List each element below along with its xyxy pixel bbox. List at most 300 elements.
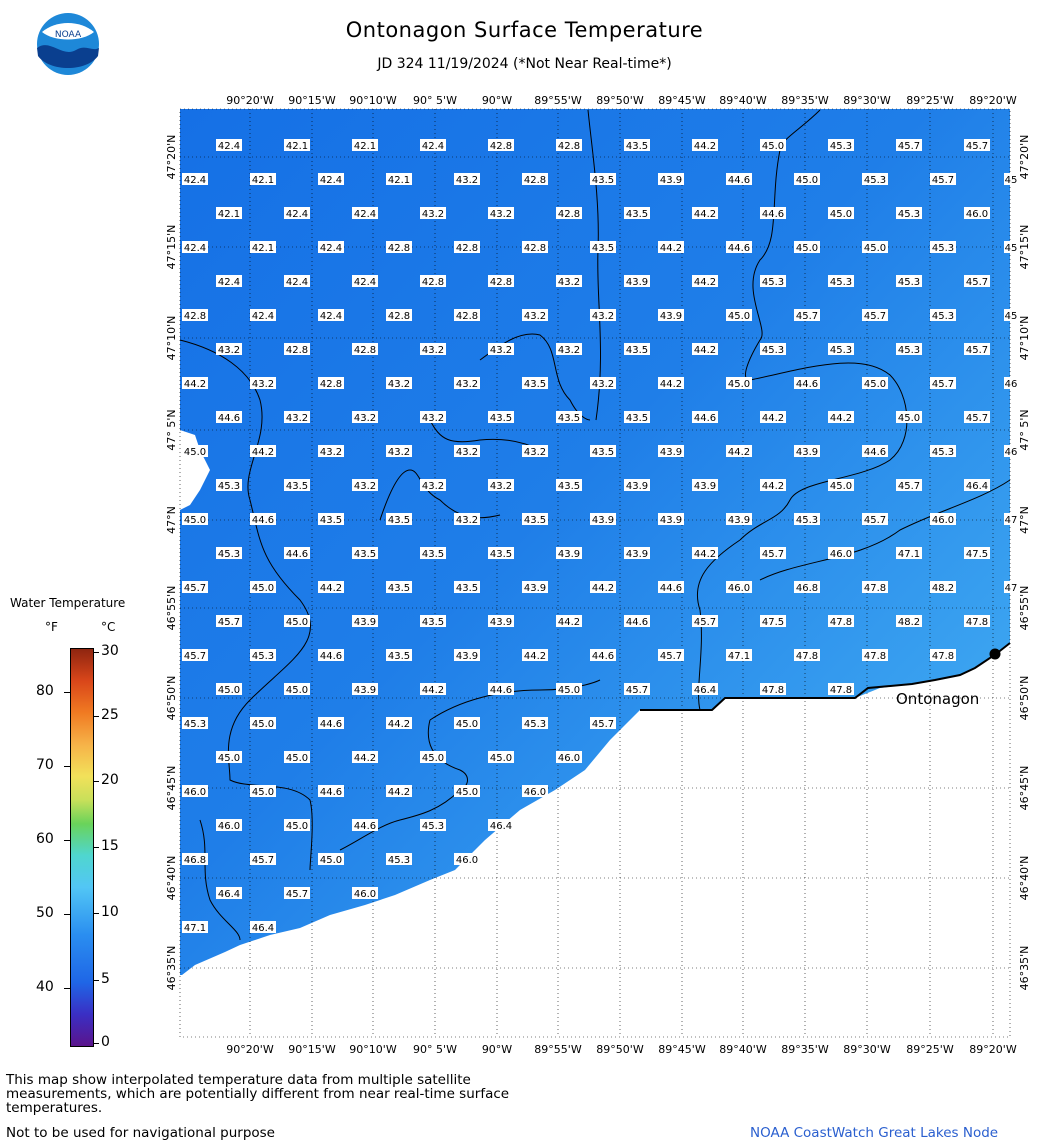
longitude-label-top: 89°30'W	[843, 94, 891, 107]
latitude-label-right: 46°45'N	[1018, 765, 1031, 811]
temperature-value: 42.1	[353, 141, 377, 152]
temperature-value: 45.3	[897, 209, 921, 220]
temperature-value: 47	[1004, 583, 1018, 594]
temperature-value: 44.2	[591, 583, 615, 594]
temperature-value: 43.2	[421, 481, 445, 492]
latitude-label-left: 47° 5'N	[165, 409, 178, 451]
temperature-value: 44.2	[387, 719, 411, 730]
longitude-label-bottom: 90°10'W	[349, 1043, 397, 1056]
temperature-value: 43.5	[353, 549, 377, 560]
longitude-label-top: 89°50'W	[596, 94, 644, 107]
temperature-value: 45.3	[931, 311, 955, 322]
temperature-value: 44.2	[319, 583, 343, 594]
temperature-value: 45.7	[285, 889, 309, 900]
latitude-label-left: 46°55'N	[165, 585, 178, 631]
temperature-value: 45.0	[285, 685, 309, 696]
temperature-value: 45.3	[387, 855, 411, 866]
temperature-value: 43.2	[421, 345, 445, 356]
legend-celsius-tick: 10	[101, 904, 119, 920]
temperature-value: 45.0	[251, 787, 275, 798]
longitude-label-bottom: 89°55'W	[534, 1043, 582, 1056]
temperature-value: 45.0	[285, 753, 309, 764]
temperature-value: 46.0	[931, 515, 955, 526]
temperature-value: 44.6	[217, 413, 241, 424]
latitude-label-left: 46°40'N	[165, 855, 178, 901]
temperature-value: 44.2	[523, 651, 547, 662]
temperature-value: 45.7	[965, 141, 989, 152]
temperature-value: 45.3	[829, 345, 853, 356]
temperature-value: 44.6	[251, 515, 275, 526]
longitude-label-bottom: 89°35'W	[781, 1043, 829, 1056]
temperature-value: 45.0	[319, 855, 343, 866]
temperature-value: 44.2	[353, 753, 377, 764]
temperature-value: 46.0	[523, 787, 547, 798]
temperature-value: 45.3	[897, 345, 921, 356]
temperature-value: 42.4	[319, 243, 343, 254]
temperature-value: 45.3	[761, 277, 785, 288]
legend-tick-mark	[64, 914, 70, 915]
temperature-value: 46.8	[183, 855, 207, 866]
temperature-value: 43.9	[625, 549, 649, 560]
temperature-value: 42.8	[421, 277, 445, 288]
temperature-value: 45.0	[795, 243, 819, 254]
temperature-value: 43.9	[727, 515, 751, 526]
temperature-value: 45.3	[183, 719, 207, 730]
latitude-label-right: 47°N	[1018, 506, 1031, 534]
temperature-value: 44.6	[591, 651, 615, 662]
temperature-value: 45.7	[659, 651, 683, 662]
temperature-value: 42.8	[319, 379, 343, 390]
temperature-value: 45.7	[863, 515, 887, 526]
temperature-value: 44.2	[659, 243, 683, 254]
temperature-value: 43.9	[353, 617, 377, 628]
longitude-label-top: 89°25'W	[906, 94, 954, 107]
temperature-value: 42.4	[217, 277, 241, 288]
temperature-value: 43.5	[523, 515, 547, 526]
longitude-label-bottom: 90°20'W	[226, 1043, 274, 1056]
temperature-value: 42.1	[251, 175, 275, 186]
latitude-label-left: 46°35'N	[165, 945, 178, 991]
temperature-value: 44.2	[761, 413, 785, 424]
temperature-value: 42.4	[217, 141, 241, 152]
temperature-value: 45.7	[183, 583, 207, 594]
temperature-value: 44.6	[727, 243, 751, 254]
temperature-value: 43.5	[489, 413, 513, 424]
temperature-value: 43.2	[557, 345, 581, 356]
temperature-value: 45.0	[183, 447, 207, 458]
temperature-value: 43.9	[625, 277, 649, 288]
temperature-value: 44.6	[625, 617, 649, 628]
footer-warning: Not to be used for navigational purpose	[6, 1125, 275, 1141]
temperature-value: 47.8	[795, 651, 819, 662]
temperature-value: 42.4	[353, 209, 377, 220]
longitude-label-top: 89°40'W	[719, 94, 767, 107]
temperature-value: 47.1	[897, 549, 921, 560]
temperature-value: 45.7	[965, 345, 989, 356]
temperature-value: 43.2	[591, 311, 615, 322]
temperature-value: 44.2	[183, 379, 207, 390]
temperature-value: 45.0	[829, 209, 853, 220]
temperature-value: 43.2	[217, 345, 241, 356]
temperature-value: 43.2	[489, 209, 513, 220]
temperature-value: 45.3	[897, 277, 921, 288]
temperature-value: 45.7	[761, 549, 785, 560]
temperature-value: 45.0	[863, 243, 887, 254]
temperature-value: 43.5	[387, 651, 411, 662]
temperature-value: 42.8	[557, 141, 581, 152]
legend-celsius-tick: 15	[101, 838, 119, 854]
temperature-value: 42.4	[353, 277, 377, 288]
temperature-value: 43.9	[591, 515, 615, 526]
temperature-value: 42.8	[183, 311, 207, 322]
temperature-value: 43.9	[557, 549, 581, 560]
temperature-value: 45.7	[183, 651, 207, 662]
temperature-value: 43.2	[455, 515, 479, 526]
temperature-value: 45.7	[897, 141, 921, 152]
temperature-value: 43.9	[455, 651, 479, 662]
temperature-value: 43.9	[625, 481, 649, 492]
temperature-value: 44.2	[557, 617, 581, 628]
legend-celsius-tick: 30	[101, 643, 119, 659]
temperature-value: 45	[1004, 175, 1018, 186]
longitude-label-top: 89°20'W	[969, 94, 1017, 107]
temperature-value: 42.8	[285, 345, 309, 356]
temperature-value: 42.8	[489, 277, 513, 288]
temperature-value: 43.9	[353, 685, 377, 696]
temperature-value: 47.5	[761, 617, 785, 628]
temperature-value: 44.2	[251, 447, 275, 458]
temperature-value: 47.5	[965, 549, 989, 560]
temperature-value: 45.0	[285, 821, 309, 832]
temperature-value: 43.5	[591, 243, 615, 254]
longitude-label-bottom: 90°15'W	[288, 1043, 336, 1056]
temperature-value: 44.2	[693, 549, 717, 560]
temperature-value: 42.8	[557, 209, 581, 220]
temperature-value: 43.9	[659, 515, 683, 526]
logo-text: NOAA	[54, 30, 82, 40]
temperature-value: 43.5	[625, 209, 649, 220]
temperature-value: 43.2	[489, 345, 513, 356]
temperature-value: 42.1	[217, 209, 241, 220]
longitude-label-bottom: 89°30'W	[843, 1043, 891, 1056]
legend-fahrenheit-tick: 70	[36, 757, 54, 773]
longitude-label-top: 89°55'W	[534, 94, 582, 107]
temperature-value: 44.6	[319, 787, 343, 798]
temperature-value: 43.9	[659, 447, 683, 458]
temperature-value: 43.2	[285, 413, 309, 424]
latitude-label-right: 46°50'N	[1018, 675, 1031, 721]
legend-fahrenheit-tick: 60	[36, 831, 54, 847]
temperature-value: 42.8	[387, 243, 411, 254]
temperature-value: 46.0	[455, 855, 479, 866]
longitude-label-top: 89°35'W	[781, 94, 829, 107]
temperature-value: 43.2	[387, 447, 411, 458]
temperature-value: 45.7	[897, 481, 921, 492]
temperature-value: 45.7	[931, 379, 955, 390]
temperature-value: 46.0	[727, 583, 751, 594]
longitude-label-top: 90°10'W	[349, 94, 397, 107]
temperature-value: 43.5	[625, 345, 649, 356]
temperature-value: 43.5	[285, 481, 309, 492]
temperature-value: 45.3	[523, 719, 547, 730]
footer-note: This map show interpolated temperature data from multiple satellite measurements, which are potentially different from near real-time surface temperatures.	[6, 1072, 510, 1116]
temperature-value: 42.4	[251, 311, 275, 322]
temperature-value: 44.2	[761, 481, 785, 492]
temperature-value: 45.0	[183, 515, 207, 526]
temperature-value: 45.0	[217, 685, 241, 696]
latitude-label-right: 47°20'N	[1018, 134, 1031, 180]
temperature-value: 43.5	[387, 583, 411, 594]
temperature-value: 45.3	[931, 447, 955, 458]
temperature-value: 43.2	[251, 379, 275, 390]
temperature-value: 45.3	[829, 277, 853, 288]
temperature-value: 46.8	[795, 583, 819, 594]
legend-celsius-tick: 0	[101, 1034, 110, 1050]
temperature-value: 43.2	[591, 379, 615, 390]
temperature-value: 44.6	[795, 379, 819, 390]
temperature-value: 42.8	[353, 345, 377, 356]
temperature-value: 43.5	[557, 481, 581, 492]
temperature-value: 43.2	[489, 481, 513, 492]
latitude-label-left: 47°10'N	[165, 315, 178, 361]
latitude-label-left: 47°15'N	[165, 224, 178, 270]
temperature-value: 47.8	[829, 617, 853, 628]
temperature-value: 46	[1004, 379, 1018, 390]
temperature-value: 45.0	[761, 141, 785, 152]
latitude-label-right: 46°40'N	[1018, 855, 1031, 901]
temperature-value: 47.8	[829, 685, 853, 696]
temperature-value: 43.2	[319, 447, 343, 458]
temperature-value: 42.1	[251, 243, 275, 254]
legend-tick-mark	[64, 988, 70, 989]
temperature-value: 43.5	[557, 413, 581, 424]
temperature-value: 47.1	[727, 651, 751, 662]
temperature-value: 44.2	[829, 413, 853, 424]
temperature-value: 45.0	[829, 481, 853, 492]
temperature-value: 45.0	[727, 379, 751, 390]
temperature-value: 43.5	[489, 549, 513, 560]
temperature-value: 45.7	[251, 855, 275, 866]
temperature-value: 45.7	[931, 175, 955, 186]
temperature-value: 45.0	[455, 719, 479, 730]
longitude-label-top: 90°W	[481, 94, 513, 107]
temperature-value: 48.2	[897, 617, 921, 628]
temperature-value: 46.4	[251, 923, 275, 934]
temperature-value: 42.4	[183, 243, 207, 254]
temperature-value: 43.2	[523, 447, 547, 458]
temperature-value: 42.4	[285, 209, 309, 220]
temperature-value: 45.0	[285, 617, 309, 628]
temperature-value: 42.8	[455, 311, 479, 322]
temperature-value: 46.0	[829, 549, 853, 560]
temperature-value: 44.6	[319, 719, 343, 730]
temperature-value: 45.7	[217, 617, 241, 628]
temperature-value: 43.5	[421, 549, 445, 560]
temperature-value: 44.2	[727, 447, 751, 458]
temperature-value: 45	[1004, 311, 1018, 322]
map-subtitle: JD 324 11/19/2024 (*Not Near Real-time*)	[377, 56, 672, 72]
temperature-value: 45.0	[897, 413, 921, 424]
temperature-value: 47.1	[183, 923, 207, 934]
temperature-value: 46.4	[489, 821, 513, 832]
temperature-value: 42.8	[523, 243, 547, 254]
legend-fahrenheit-tick: 40	[36, 979, 54, 995]
legend-tick-mark	[93, 847, 99, 848]
map-title: Ontonagon Surface Temperature	[345, 18, 704, 42]
temperature-value: 45.7	[591, 719, 615, 730]
temperature-value: 43.5	[625, 141, 649, 152]
temperature-value: 45.7	[625, 685, 649, 696]
temperature-value: 43.2	[421, 413, 445, 424]
temperature-value: 45.3	[863, 175, 887, 186]
longitude-label-bottom: 90°W	[481, 1043, 513, 1056]
temperature-value: 45.0	[863, 379, 887, 390]
temperature-value: 45.0	[557, 685, 581, 696]
temperature-value: 43.9	[693, 481, 717, 492]
temperature-value: 43.5	[523, 379, 547, 390]
temperature-value: 45.0	[795, 175, 819, 186]
legend-tick-mark	[64, 840, 70, 841]
longitude-label-top: 90° 5'W	[413, 94, 457, 107]
temperature-value: 42.4	[421, 141, 445, 152]
legend-title: Water Temperature	[10, 596, 126, 610]
temperature-value: 47	[1004, 515, 1018, 526]
temperature-value: 43.5	[455, 583, 479, 594]
temperature-value: 44.6	[863, 447, 887, 458]
legend-tick-mark	[93, 781, 99, 782]
temperature-value: 48.2	[931, 583, 955, 594]
temperature-value: 44.6	[353, 821, 377, 832]
temperature-value: 45.7	[795, 311, 819, 322]
temperature-value: 47.8	[863, 651, 887, 662]
temperature-value: 42.1	[285, 141, 309, 152]
temperature-value: 44.2	[693, 345, 717, 356]
credit-link[interactable]: NOAA CoastWatch Great Lakes Node	[750, 1125, 999, 1141]
temperature-value: 43.9	[489, 617, 513, 628]
longitude-label-bottom: 89°40'W	[719, 1043, 767, 1056]
temperature-value: 44.6	[761, 209, 785, 220]
longitude-label-bottom: 89°20'W	[969, 1043, 1017, 1056]
latitude-label-right: 46°55'N	[1018, 585, 1031, 631]
temperature-value: 44.6	[285, 549, 309, 560]
latitude-label-left: 47°20'N	[165, 134, 178, 180]
temperature-value: 43.9	[659, 311, 683, 322]
temperature-value: 45.0	[727, 311, 751, 322]
temperature-value: 45.3	[761, 345, 785, 356]
temperature-value: 46.4	[217, 889, 241, 900]
temperature-value: 44.2	[659, 379, 683, 390]
legend-colorbar	[70, 648, 94, 1047]
legend-tick-mark	[93, 980, 99, 981]
longitude-label-bottom: 89°50'W	[596, 1043, 644, 1056]
temperature-value: 47.8	[761, 685, 785, 696]
temperature-value: 46.0	[965, 209, 989, 220]
legend-celsius-tick: 25	[101, 707, 119, 723]
temperature-value: 43.2	[557, 277, 581, 288]
temperature-value: 43.5	[591, 447, 615, 458]
temperature-value: 45.0	[251, 719, 275, 730]
temperature-value: 43.2	[387, 379, 411, 390]
temperature-value: 43.2	[455, 447, 479, 458]
temperature-value: 42.8	[489, 141, 513, 152]
temperature-value: 44.2	[387, 787, 411, 798]
temperature-value: 44.2	[421, 685, 445, 696]
temperature-value: 47.8	[931, 651, 955, 662]
legend-fahrenheit-tick: 50	[36, 905, 54, 921]
temperature-value: 46.0	[183, 787, 207, 798]
temperature-value: 45.0	[251, 583, 275, 594]
temperature-value: 44.6	[693, 413, 717, 424]
temperature-value: 43.2	[421, 209, 445, 220]
temperature-value: 42.4	[319, 175, 343, 186]
temperature-value: 44.2	[693, 277, 717, 288]
temperature-value: 43.2	[455, 379, 479, 390]
temperature-value: 45.3	[217, 549, 241, 560]
legend-unit-fahrenheit: °F	[45, 620, 58, 634]
temperature-value: 45.7	[965, 413, 989, 424]
temperature-value: 45.3	[795, 515, 819, 526]
temperature-value: 45.3	[829, 141, 853, 152]
temperature-value: 45.0	[489, 753, 513, 764]
temperature-value: 46.4	[693, 685, 717, 696]
latitude-label-right: 46°35'N	[1018, 945, 1031, 991]
temperature-value: 46.0	[217, 821, 241, 832]
legend-tick-mark	[93, 652, 99, 653]
longitude-label-bottom: 89°45'W	[658, 1043, 706, 1056]
temperature-value: 45.7	[863, 311, 887, 322]
temperature-value: 45.3	[931, 243, 955, 254]
temperature-value: 42.4	[285, 277, 309, 288]
temperature-value: 45.7	[693, 617, 717, 628]
latitude-label-left: 46°45'N	[165, 765, 178, 811]
legend-tick-mark	[64, 692, 70, 693]
temperature-value: 42.4	[183, 175, 207, 186]
legend-unit-celsius: °C	[101, 620, 116, 634]
legend-celsius-tick: 5	[101, 971, 110, 987]
temperature-value: 46.0	[557, 753, 581, 764]
place-label-ontonagon: Ontonagon	[896, 690, 980, 708]
longitude-label-bottom: 89°25'W	[906, 1043, 954, 1056]
temperature-value: 45	[1004, 243, 1018, 254]
temperature-value: 44.2	[693, 141, 717, 152]
temperature-value: 45.0	[217, 753, 241, 764]
temperature-value: 45.7	[965, 277, 989, 288]
temperature-value: 43.2	[353, 413, 377, 424]
temperature-value: 46	[1004, 447, 1018, 458]
temperature-value: 43.2	[523, 311, 547, 322]
temperature-value: 43.2	[353, 481, 377, 492]
temperature-value: 42.8	[455, 243, 479, 254]
temperature-value: 43.2	[455, 175, 479, 186]
temperature-value: 43.5	[625, 413, 649, 424]
temperature-value: 44.6	[659, 583, 683, 594]
latitude-label-left: 46°50'N	[165, 675, 178, 721]
temperature-value: 43.5	[319, 515, 343, 526]
latitude-label-right: 47°10'N	[1018, 315, 1031, 361]
legend-celsius-tick: 20	[101, 772, 119, 788]
longitude-label-top: 89°45'W	[658, 94, 706, 107]
latitude-label-right: 47° 5'N	[1018, 409, 1031, 451]
legend-tick-mark	[93, 913, 99, 914]
temperature-value: 42.4	[319, 311, 343, 322]
latitude-label-left: 47°N	[165, 506, 178, 534]
temperature-value: 44.6	[727, 175, 751, 186]
temperature-value: 45.0	[455, 787, 479, 798]
temperature-value: 44.6	[319, 651, 343, 662]
ontonagon-location-marker	[990, 649, 1001, 660]
temperature-value: 43.5	[591, 175, 615, 186]
temperature-value: 47.8	[965, 617, 989, 628]
